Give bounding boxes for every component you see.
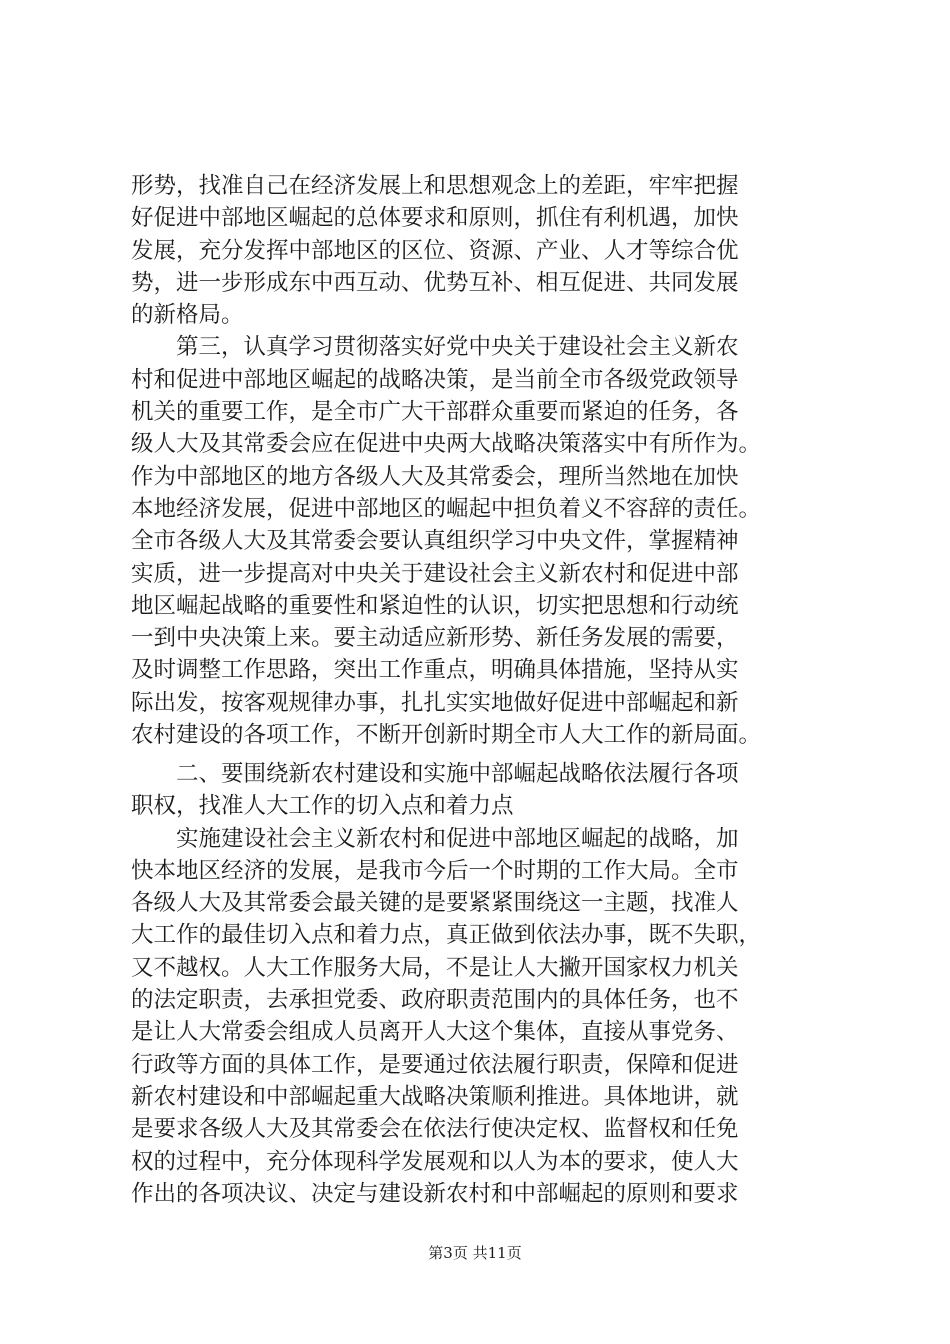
text-line: 新农村建设和中部崛起重大战略决策顺利推进。具体地讲，就 <box>131 1083 739 1110</box>
text-line: 职权，找准人大工作的切入点和着力点 <box>131 793 514 820</box>
text-line: 大工作的最佳切入点和着力点，真正做到依法办事，既不失职， <box>131 922 762 949</box>
text-line: 全市各级人大及其常委会要认真组织学习中央文件，掌握精神 <box>131 528 739 555</box>
text-line: 的法定职责，去承担党委、政府职责范围内的具体任务，也不 <box>131 987 739 1014</box>
text-line: 实施建设社会主义新农村和促进中部地区崛起的战略，加 <box>131 825 739 852</box>
text-line: 势，进一步形成东中西互动、优势互补、相互促进、共同发展 <box>131 269 739 296</box>
text-line: 际出发，按客观规律办事，扎扎实实地做好促进中部崛起和新 <box>131 689 739 716</box>
text-line: 快本地区经济的发展，是我市今后一个时期的工作大局。全市 <box>131 857 739 884</box>
text-line: 好促进中部地区崛起的总体要求和原则，抓住有利机遇，加快 <box>131 205 739 232</box>
text-line: 农村建设的各项工作，不断开创新时期全市人大工作的新局面。 <box>131 722 762 749</box>
text-line: 形势，找准自己在经济发展上和思想观念上的差距，牢牢把握 <box>131 173 739 199</box>
text-line: 作出的各项决议、决定与建设新农村和中部崛起的原则和要求 <box>131 1180 739 1207</box>
text-line: 权的过程中，充分体现科学发展观和以人为本的要求，使人大 <box>131 1148 739 1175</box>
text-line: 级人大及其常委会应在促进中央两大战略决策落实中有所作为。 <box>131 431 762 458</box>
text-line: 第三，认真学习贯彻落实好党中央关于建设社会主义新农 <box>131 334 739 361</box>
text-line: 地区崛起战略的重要性和紧迫性的认识，切实把思想和行动统 <box>131 592 739 619</box>
text-line: 各级人大及其常委会最关键的是要紧紧围绕这一主题，找准人 <box>131 890 739 917</box>
text-line: 实质，进一步提高对中央关于建设社会主义新农村和促进中部 <box>131 560 739 587</box>
body-text-top <box>131 170 831 751</box>
page-number: 第3页 共11页 <box>428 1244 522 1262</box>
text-line: 又不越权。人大工作服务大局，不是让人大撇开国家权力机关 <box>131 954 739 981</box>
text-line: 作为中部地区的地方各级人大及其常委会，理所当然地在加快 <box>131 463 739 490</box>
text-line: 发展，充分发挥中部地区的区位、资源、产业、人才等综合优 <box>131 237 739 264</box>
text-line: 行政等方面的具体工作，是要通过依法履行职责，保障和促进 <box>131 1051 739 1078</box>
text-line: 二、要围绕新农村建设和实施中部崛起战略依法履行各项 <box>131 761 739 787</box>
text-line: 一到中央决策上来。要主动适应新形势、新任务发展的需要， <box>131 625 739 652</box>
body-text-bottom <box>131 758 831 1210</box>
text-line: 本地经济发展，促进中部地区的崛起中担负着义不容辞的责任。 <box>131 495 762 522</box>
text-line: 村和促进中部地区崛起的战略决策，是当前全市各级党政领导 <box>131 366 739 393</box>
text-line: 的新格局。 <box>131 302 244 329</box>
text-line: 是要求各级人大及其常委会在依法行使决定权、监督权和任免 <box>131 1116 739 1143</box>
text-line: 机关的重要工作，是全市广大干部群众重要而紧迫的任务，各 <box>131 399 739 426</box>
text-line: 及时调整工作思路，突出工作重点，明确具体措施，坚持从实 <box>131 657 739 684</box>
text-line: 是让人大常委会组成人员离开人大这个集体，直接从事党务、 <box>131 1019 739 1046</box>
